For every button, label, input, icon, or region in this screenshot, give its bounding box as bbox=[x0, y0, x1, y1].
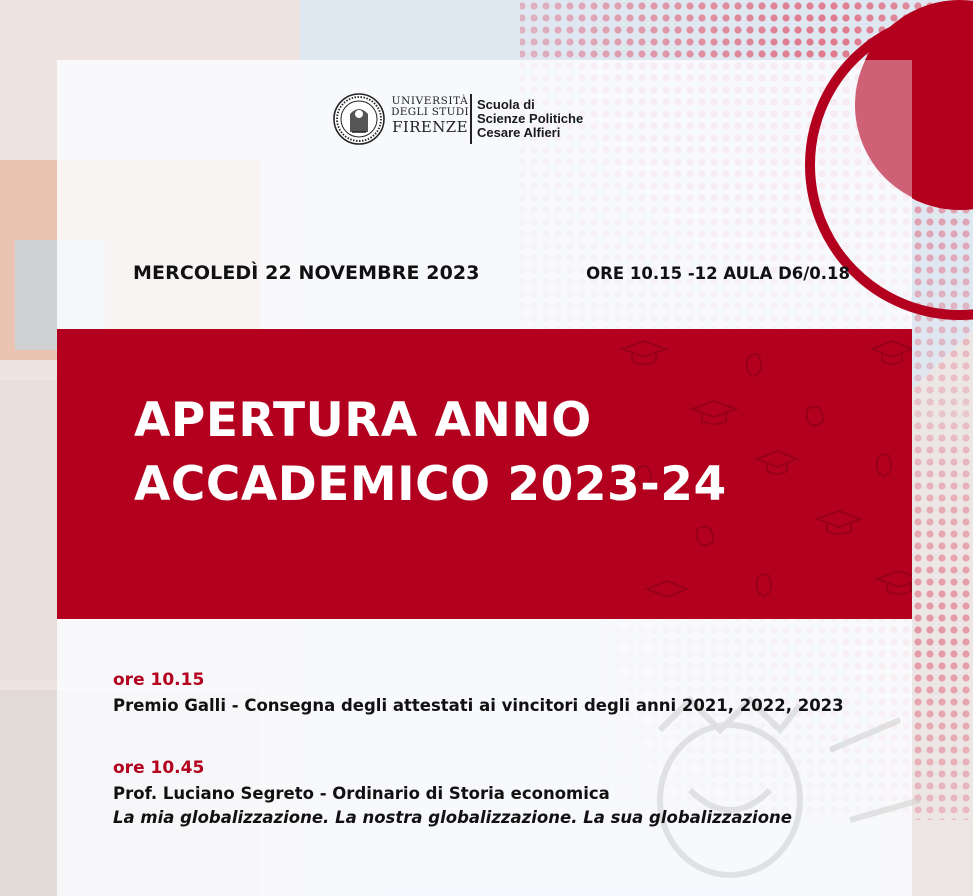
program-time: ore 10.45 bbox=[113, 758, 205, 778]
program-description: Premio Galli - Consegna degli attestati ai vincitori degli anni 2021, 2022, 2023 bbox=[113, 696, 844, 715]
program-item bbox=[113, 670, 844, 715]
program-speaker: Prof. Luciano Segreto - Ordinario di Storia economica bbox=[113, 784, 610, 803]
university-line-2: DEGLI STUDI bbox=[391, 106, 469, 119]
school-line-2: Scienze Politiche bbox=[477, 111, 584, 126]
program-time: ore 10.15 bbox=[113, 670, 205, 690]
title-line-1: APERTURA ANNO bbox=[134, 393, 592, 448]
school-name bbox=[477, 98, 583, 140]
school-line-1: Scuola di bbox=[477, 97, 535, 112]
header-logo bbox=[332, 92, 632, 154]
university-name bbox=[390, 96, 470, 136]
title-banner bbox=[57, 329, 912, 619]
university-line-1: UNIVERSITÀ bbox=[391, 95, 469, 107]
logo-divider bbox=[470, 94, 472, 144]
event-time-place: ORE 10.15 -12 AULA D6/0.18 bbox=[586, 264, 850, 283]
school-line-3: Cesare Alfieri bbox=[477, 125, 561, 140]
university-seal-icon bbox=[332, 92, 386, 146]
university-line-3: FIRENZE bbox=[392, 118, 468, 137]
event-date: MERCOLEDÌ 22 NOVEMBRE 2023 bbox=[133, 262, 480, 284]
program-talk-title: La mia globalizzazione. La nostra globalizzazione. La sua globalizzazione bbox=[113, 808, 792, 827]
title-line-2: ACCADEMICO 2023-24 bbox=[134, 457, 727, 512]
program-item bbox=[113, 758, 792, 827]
event-title bbox=[134, 389, 727, 517]
